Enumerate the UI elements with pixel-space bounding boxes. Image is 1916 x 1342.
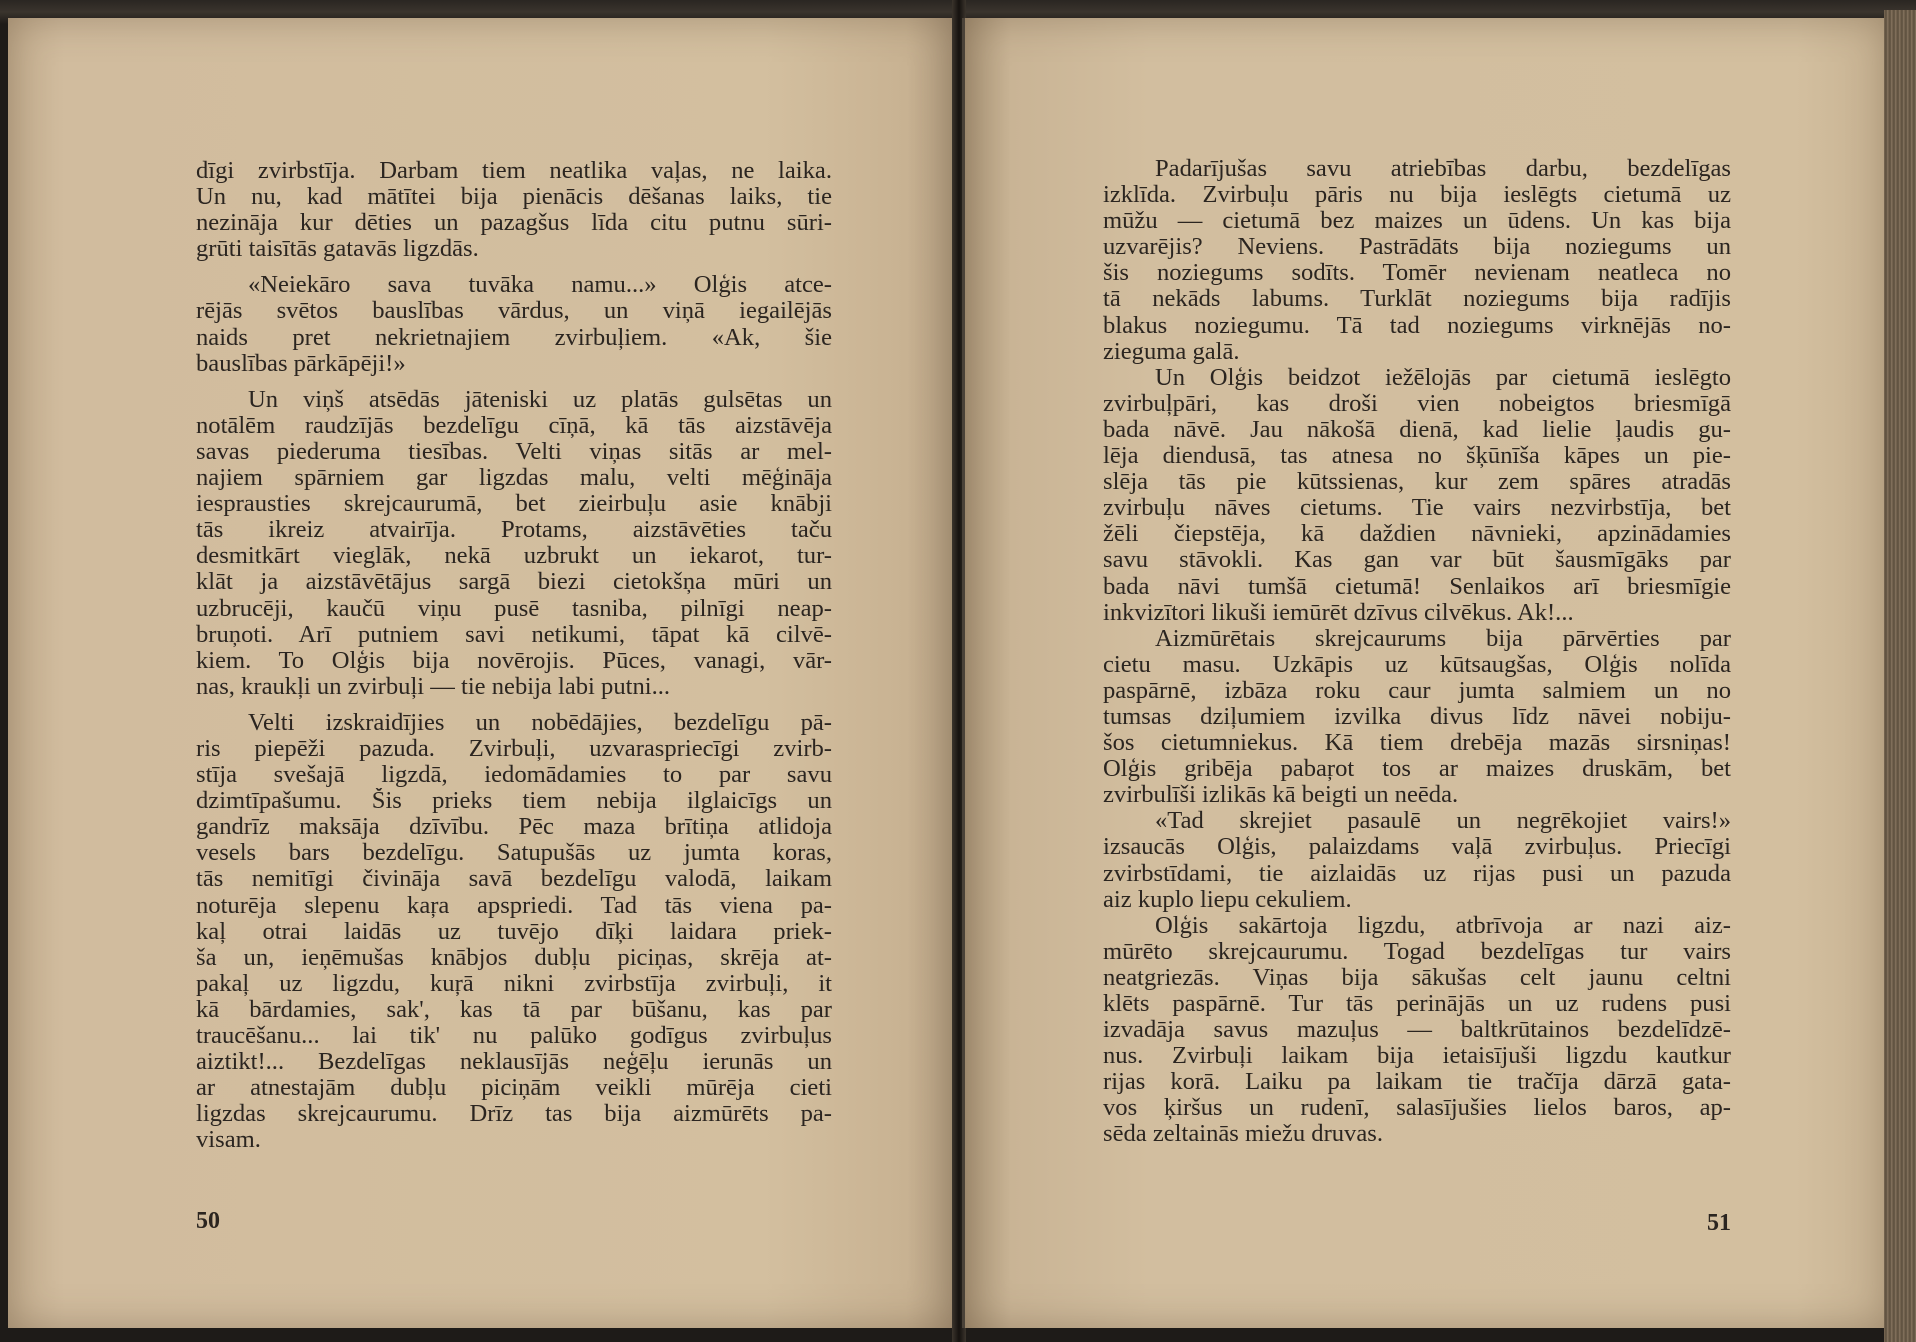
text-line: traucēšanu... lai tik' nu palūko godīgus zvirbuļus — [196, 1023, 832, 1049]
text-line: izklīda. Zvirbuļu pāris nu bija ieslēgts cietumā uz — [1103, 182, 1731, 209]
text-line: izsaucās Olģis, palaizdams vaļā zvirbuļus. Priecīgi — [1103, 834, 1731, 861]
text-line: zvirbuļu nāves cietums. Tie vairs nezvirbstīja, bet — [1103, 495, 1731, 522]
text-line: Padarījušas savu atriebības darbu, bezdelīgas — [1155, 156, 1731, 182]
text-line: zvirbstīdami, tie aizlaidās uz rijas pusi un pazuda — [1103, 860, 1731, 887]
text-line: vesels bars bezdelīgu. Satupušās uz jumta koras, — [196, 840, 832, 867]
text-line: desmitkārt vieglāk, nekā uzbrukt un iekarot, tur- — [196, 543, 832, 570]
left-page-text — [196, 158, 832, 1153]
right-page-number: 51 — [1707, 1210, 1731, 1236]
text-line: klēts paspārnē. Tur tās perinājās un uz rudens pusi — [1103, 991, 1731, 1017]
text-line: tās ikreiz atvairīja. Protams, aizstāvēties taču — [196, 517, 832, 544]
text-line: vos ķiršus un rudenī, salasījušies lielos baros, ap- — [1103, 1095, 1731, 1122]
text-line: kā bārdamies, sak', kas tā par būšanu, kas par — [196, 996, 832, 1023]
text-line: cietu masu. Uzkāpis uz kūtsaugšas, Olģis nolīda — [1103, 651, 1731, 678]
text-line: savas piederuma tiesības. Velti viņas sitās ar mel- — [196, 438, 832, 465]
text-line: bada nāvē. Jau nākošā dienā, kad lielie ļaudis gu- — [1103, 416, 1731, 443]
text-line: zvirbulīši izlikās kā beigti un neēda. — [1103, 782, 1459, 809]
text-line: ar atnestajām dubļu piciņām veikli mūrēja cieti — [196, 1075, 832, 1102]
text-line: bauslības pārkāpēji!» — [196, 350, 406, 377]
text-line: ligzdas skrejcaurumu. Drīz tas bija aizmūrēts pa- — [196, 1101, 832, 1128]
text-line: zvirbuļpāri, kas droši vien nobeigtos briesmīgā — [1103, 390, 1731, 417]
left-page-number: 50 — [196, 1208, 220, 1234]
text-line: najiem spārniem gar ligzdas malu, velti mēģināja — [196, 465, 832, 492]
text-line: bada nāvi tumšā cietumā! Senlaikos arī briesmīgie — [1103, 573, 1731, 600]
text-line: savu stāvokli. Kas gan var būt šausmīgāks par — [1103, 547, 1731, 574]
text-line: bruņoti. Arī putniem savi netikumi, tāpat kā cilvē- — [196, 621, 832, 648]
text-line: Un nu, kad mātītei bija pienācis dēšanas laiks, tie — [196, 184, 832, 211]
text-line: nas, kraukļi un zvirbuļi — tie nebija labi putni... — [196, 673, 671, 700]
text-line: šis noziegums sodīts. Tomēr nevienam neatleca no — [1103, 260, 1731, 287]
text-line: naids pret nekrietnajiem zvirbuļiem. «Ak, šie — [196, 324, 832, 351]
text-line: grūti taisītās gatavās ligzdās. — [196, 236, 479, 263]
text-line: tās nemitīgi čivināja savā bezdelīgu valodā, laikam — [196, 866, 832, 893]
page-edges — [1884, 10, 1916, 1342]
text-line: klāt ja aizstāvētājus sargā biezi cietokšņa mūri un — [196, 569, 832, 596]
text-line: aiztikt!... Bezdelīgas neklausījās neģēļu ierunās un — [196, 1049, 832, 1076]
text-line: pakaļ uz ligzdu, kuŗā nikni zvirbstīja zvirbuļi, it — [196, 970, 832, 997]
text-line: Olģis gribēja pabaŗot tos ar maizes druskām, bet — [1103, 756, 1731, 783]
text-line: iesprausties skrejcaurumā, bet zieirbuļu asie knābji — [196, 491, 832, 518]
text-line: zieguma galā. — [1103, 338, 1240, 365]
text-line: inkvizītori likuši iemūrēt dzīvus cilvēkus. Ak!... — [1103, 599, 1574, 626]
text-line: visam. — [196, 1127, 261, 1154]
text-line: Velti izskraidījies un nobēdājies, bezdelīgu pā- — [248, 709, 832, 736]
text-line: rijas korā. Laiku pa laikam tie tračīja dārzā gata- — [1103, 1069, 1731, 1096]
text-line: paspārnē, izbāza roku caur jumta salmiem un no — [1103, 677, 1731, 704]
text-line: gandrīz maksāja dzīvību. Pēc maza brītiņa atlidoja — [196, 814, 832, 841]
text-line: noturēja slepenu kaŗa apspriedi. Tad tās viena pa- — [196, 892, 832, 919]
text-line: mūrēto skrejcaurumu. Togad bezdelīgas tur vairs — [1103, 938, 1731, 965]
text-line: stīja svešajā ligzdā, iedomādamies to par savu — [196, 762, 832, 789]
text-line: uzbrucēji, kaučū viņu pusē tasniba, pilnīgi neap- — [196, 595, 832, 622]
right-page-text — [1103, 156, 1731, 1148]
text-line: aiz kuplo liepu cekuliem. — [1103, 886, 1352, 913]
text-line: ris piepēži pazuda. Zvirbuļi, uzvaraspriecīgi zvirb- — [196, 735, 832, 762]
text-line: mūžu — cietumā bez maizes un ūdens. Un kas bija — [1103, 208, 1731, 235]
text-line: Aizmūrētais skrejcaurums bija pārvērties par — [1155, 625, 1731, 652]
text-line: lēja diendusā, tas atnesa no šķūnīša kāpes un pie- — [1103, 443, 1731, 470]
text-line: blakus noziegumu. Tā tad noziegums virknējās no- — [1103, 312, 1731, 339]
right-page — [962, 18, 1889, 1328]
text-line: tumsas dziļumiem izvilka divus līdz nāvei nobiju- — [1103, 703, 1731, 730]
text-line: kaļ otrai laidās uz tuvējo dīķi laidara priek- — [196, 918, 832, 945]
text-line: tā nekāds labums. Turklāt noziegums bija radījis — [1103, 286, 1731, 313]
text-line: dzimtīpašumu. Šis prieks tiem nebija ilglaicīgs un — [196, 788, 832, 815]
text-line: neatgriezās. Viņas bija sākušas celt jaunu celtni — [1103, 964, 1731, 991]
text-line: «Tad skrejiet pasaulē un negrēkojiet vairs!» — [1155, 808, 1731, 835]
text-line: žēli čiepstēja, kā daždien nāvnieki, apzinādamies — [1103, 521, 1731, 548]
text-line: dīgi zvirbstīja. Darbam tiem neatlika vaļas, ne laika. — [196, 158, 832, 184]
text-line: nezināja kur dēties un pazagšus līda citu putnu sūri- — [196, 210, 832, 237]
text-line: Un Olģis beidzot iežēlojās par cietumā ieslēgto — [1155, 364, 1731, 391]
text-line: «Neiekāro sava tuvāka namu...» Olģis atce- — [248, 272, 832, 299]
text-line: sēda zeltainās miežu druvas. — [1103, 1121, 1383, 1148]
text-line: izvadāja savus mazuļus — baltkrūtainos bezdelīdzē- — [1103, 1017, 1731, 1044]
text-line: nus. Zvirbuļi laikam bija ietaisījuši ligzdu kautkur — [1103, 1043, 1731, 1070]
text-line: notālēm raudzījās bezdelīgu cīņā, kā tās aizstāvēja — [196, 412, 832, 439]
text-line: Olģis sakārtoja ligzdu, atbrīvoja ar nazi aiz- — [1155, 912, 1731, 939]
text-line: ša un, ieņēmušas knābjos dubļu piciņas, skrēja at- — [196, 944, 832, 971]
text-line: Un viņš atsēdās jāteniski uz platās gulsētas un — [248, 386, 832, 413]
text-line: kiem. To Olģis bija novērojis. Pūces, vanagi, vār- — [196, 647, 832, 674]
text-line: rējās svētos bauslības vārdus, un viņā iegailējās — [196, 298, 832, 325]
text-line: uzvarējis? Neviens. Pastrādāts bija noziegums un — [1103, 234, 1731, 261]
text-line: slēja tās pie kūtssienas, kur zem spāres atradās — [1103, 469, 1731, 496]
text-line: šos cietumniekus. Kā tiem drebēja mazās sirsniņas! — [1103, 730, 1731, 757]
left-page — [8, 18, 957, 1328]
